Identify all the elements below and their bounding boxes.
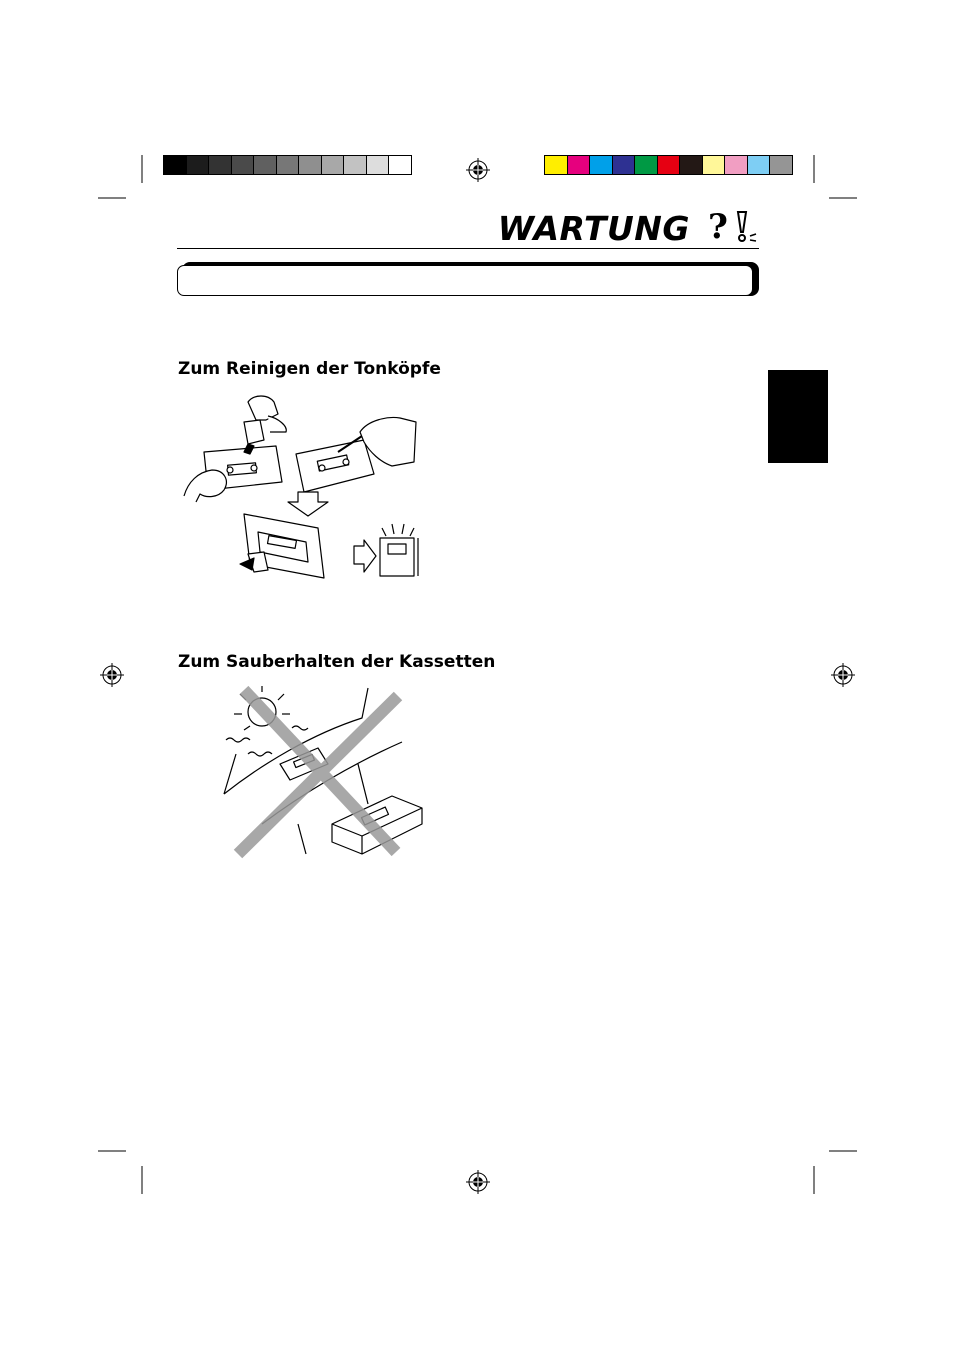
- language-side-tab: [768, 370, 828, 463]
- calibration-swatch: [567, 155, 591, 175]
- calibration-swatch: [186, 155, 210, 175]
- calibration-swatch: [388, 155, 412, 175]
- calibration-swatch: [231, 155, 255, 175]
- page-title: WARTUNG: [497, 209, 690, 248]
- question-exclamation-icon: [708, 207, 758, 247]
- calibration-swatch: [724, 155, 748, 175]
- cassette-storage-illustration: [222, 684, 442, 864]
- section-heading-head-cleaning: Zum Reinigen der Tonköpfe: [178, 359, 441, 379]
- calibration-swatch: [163, 155, 187, 175]
- registration-mark-bottom: [466, 1170, 490, 1194]
- calibration-swatch: [343, 155, 367, 175]
- calibration-swatch: [589, 155, 613, 175]
- registration-mark-top: [466, 158, 490, 182]
- title-rule: [177, 248, 759, 249]
- calibration-swatch: [769, 155, 793, 175]
- section-banner: [177, 265, 753, 296]
- calibration-swatch: [702, 155, 726, 175]
- head-cleaning-illustration: [178, 392, 438, 592]
- calibration-swatch: [253, 155, 277, 175]
- calibration-swatch: [747, 155, 771, 175]
- registration-mark-left: [100, 663, 124, 687]
- calibration-swatch: [544, 155, 568, 175]
- calibration-swatch: [298, 155, 322, 175]
- calibration-swatch: [366, 155, 390, 175]
- calibration-swatch: [208, 155, 232, 175]
- registration-mark-right: [831, 663, 855, 687]
- calibration-swatch: [612, 155, 636, 175]
- section-heading-cassette-care: Zum Sauberhalten der Kassetten: [178, 652, 496, 672]
- calibration-swatch: [276, 155, 300, 175]
- calibration-swatch: [321, 155, 345, 175]
- calibration-swatch: [679, 155, 703, 175]
- svg-text:?: ?: [708, 207, 728, 247]
- calibration-swatch: [634, 155, 658, 175]
- calibration-swatch: [657, 155, 681, 175]
